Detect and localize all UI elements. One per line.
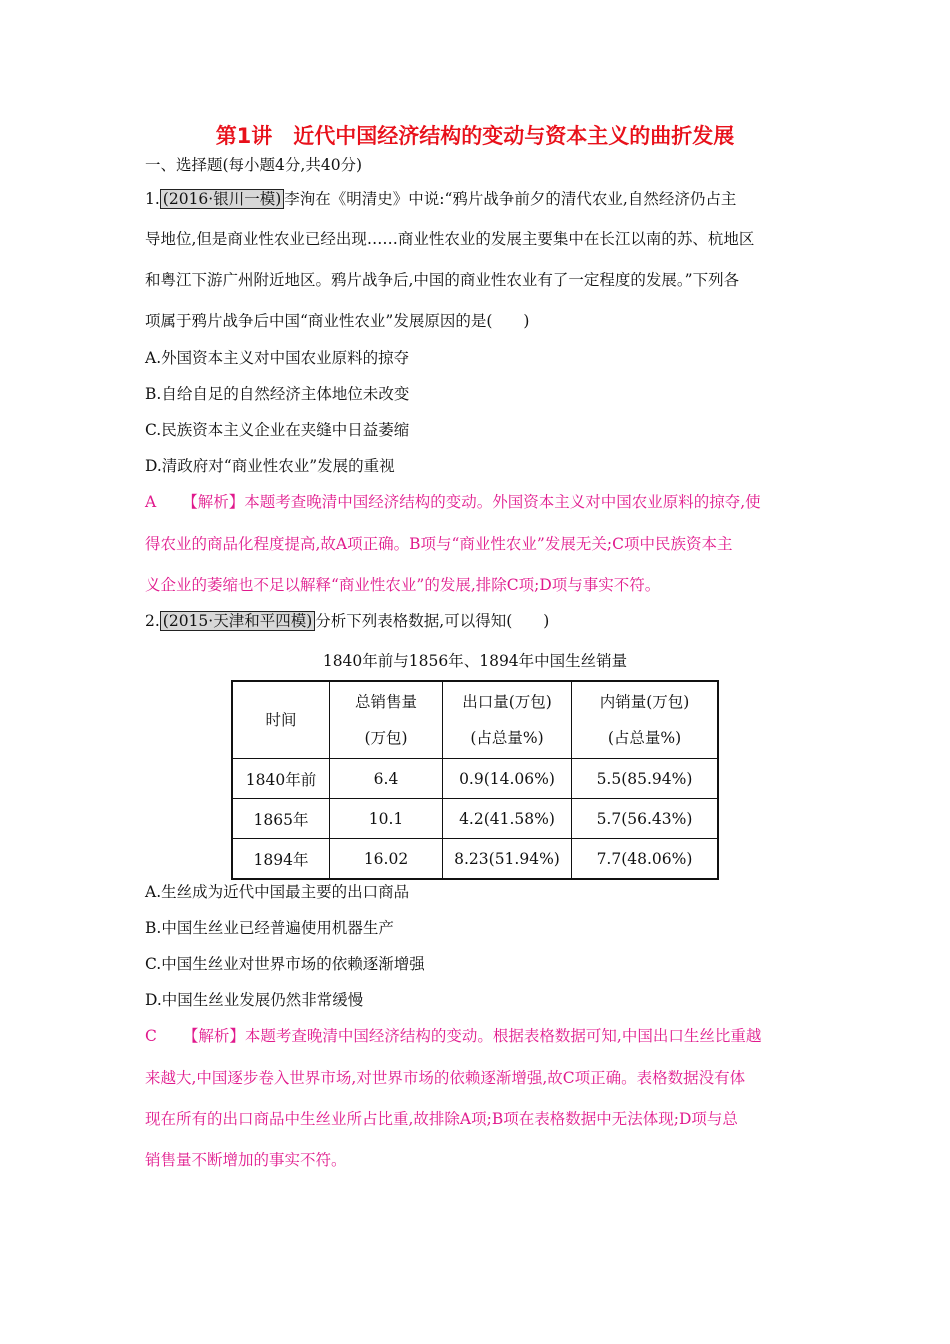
table-cell: 7.7(48.06%)	[572, 839, 719, 880]
header-total-unit: (万包)	[364, 729, 408, 747]
q2-stem-text: 分析下列表格数据,可以得知( )	[315, 612, 550, 630]
q2-analysis-line-4: 销售量不断增加的事实不符。	[145, 1151, 347, 1169]
table-cell: 16.02	[330, 839, 443, 880]
table-row	[232, 759, 718, 799]
section-heading: 一、选择题(每小题4分,共40分)	[145, 156, 363, 174]
q1-analysis-label: 【解析】	[182, 493, 245, 511]
table-cell: 5.5(85.94%)	[572, 759, 719, 799]
q2-option-d: D.中国生丝业发展仍然非常缓慢	[145, 991, 364, 1009]
header-export-unit: (占总量%)	[470, 729, 544, 747]
q2-analysis-label: 【解析】	[182, 1027, 245, 1045]
table-row	[232, 839, 718, 880]
header-time-label: 时间	[265, 711, 297, 729]
header-domestic-unit: (占总量%)	[607, 729, 682, 747]
q2-option-b: B.中国生丝业已经普遍使用机器生产	[145, 919, 394, 937]
table-cell: 6.4	[330, 759, 443, 799]
q2-option-a: A.生丝成为近代中国最主要的出口商品	[145, 883, 410, 901]
table-cell: 1865年	[232, 799, 330, 839]
q1-analysis-line-2: 得农业的商品化程度提高,故A项正确。B项与“商业性农业”发展无关;C项中民族资本主	[145, 535, 733, 553]
q2-analysis-line-2: 来越大,中国逐步卷入世界市场,对世界市场的依赖逐渐增强,故C项正确。表格数据没有体	[145, 1069, 746, 1087]
table-cell: 1840年前	[232, 759, 330, 799]
q1-source-tag: (2016·银川一模)	[160, 189, 284, 209]
header-export-label: 出口量(万包)	[462, 693, 552, 711]
q2-analysis-line-1	[145, 1024, 761, 1046]
header-cell-export	[443, 681, 572, 759]
table-caption: 1840年前与1856年、1894年中国生丝销量	[322, 652, 628, 670]
table-cell: 1894年	[232, 839, 330, 880]
header-domestic-label: 内销量(万包)	[599, 693, 690, 711]
q1-stem-text: 李洵在《明清史》中说:“鸦片战争前夕的清代农业,自然经济仍占主	[284, 190, 737, 208]
table-row	[232, 799, 718, 839]
q1-analysis-line-3: 义企业的萎缩也不足以解释“商业性农业”的发展,排除C项;D项与事实不符。	[145, 576, 661, 594]
q1-option-c: C.民族资本主义企业在夹缝中日益萎缩	[145, 421, 410, 439]
q2-source-tag: (2015·天津和平四模)	[160, 611, 315, 631]
q1-stem-line-2: 导地位,但是商业性农业已经出现……商业性农业的发展主要集中在长江以南的苏、杭地区	[145, 230, 755, 248]
table-cell: 8.23(51.94%)	[443, 839, 572, 880]
header-cell-time	[232, 681, 330, 759]
header-cell-domestic	[572, 681, 719, 759]
table-header-row	[232, 681, 718, 759]
q1-analysis-line-1	[145, 490, 761, 512]
q1-stem-line-3: 和粤江下游广州附近地区。鸦片战争后,中国的商业性农业有了一定程度的发展。”下列各	[145, 271, 740, 289]
silk-sales-table	[231, 680, 719, 880]
page-title: 第1讲 近代中国经济结构的变动与资本主义的曲折发展	[215, 124, 735, 148]
table-cell: 5.7(56.43%)	[572, 799, 719, 839]
q2-option-c: C.中国生丝业对世界市场的依赖逐渐增强	[145, 955, 425, 973]
q2-stem-line	[145, 609, 549, 631]
q1-analysis-text: 本题考查晚清中国经济结构的变动。外国资本主义对中国农业原料的掠夺,使	[244, 493, 761, 511]
header-cell-total	[330, 681, 443, 759]
q1-stem-line-1	[145, 187, 736, 209]
table-cell: 4.2(41.58%)	[443, 799, 572, 839]
q2-answer: C	[145, 1027, 157, 1045]
q1-option-b: B.自给自足的自然经济主体地位未改变	[145, 385, 410, 403]
header-total-label: 总销售量	[354, 693, 417, 711]
q1-number: 1.	[145, 190, 160, 208]
q2-analysis-line-3: 现在所有的出口商品中生丝业所占比重,故排除A项;B项在表格数据中无法体现;D项与总	[145, 1110, 738, 1128]
table-cell: 10.1	[330, 799, 443, 839]
table-cell: 0.9(14.06%)	[443, 759, 572, 799]
q2-number: 2.	[145, 612, 160, 630]
q2-analysis-text: 本题考查晚清中国经济结构的变动。根据表格数据可知,中国出口生丝比重越	[244, 1027, 762, 1045]
q1-stem-line-4: 项属于鸦片战争后中国“商业性农业”发展原因的是( )	[145, 312, 530, 330]
q1-option-a: A.外国资本主义对中国农业原料的掠夺	[145, 349, 410, 367]
q1-option-d: D.清政府对“商业性农业”发展的重视	[145, 457, 395, 475]
q1-answer: A	[145, 493, 157, 511]
